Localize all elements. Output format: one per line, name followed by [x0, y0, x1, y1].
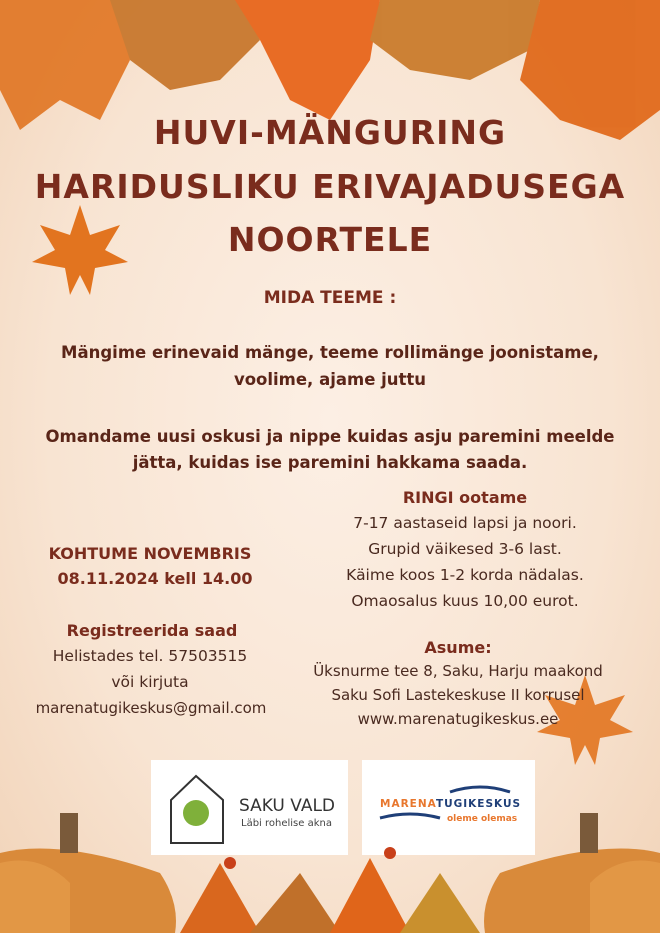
title-line: HARIDUSLIKU ERIVAJADUSEGA — [34, 167, 626, 206]
register-phone: Helistades tel. 57503515 — [52, 647, 248, 665]
tugikeskus-name: TUGIKESKUS — [435, 798, 522, 810]
ringi-line: Grupid väikesed 3-6 last. — [368, 540, 562, 558]
paragraph-line: Omandame uusi oskusi ja nippe kuidas asju paremini meelde — [45, 427, 615, 446]
paragraph-line: jätta, kuidas ise paremini hakkama saada. — [132, 453, 528, 472]
pumpkins-decoration — [0, 813, 660, 933]
saku-vald-tagline: Läbi rohelise akna — [241, 818, 332, 829]
location-line: Üksnurme tee 8, Saku, Harju maakond — [313, 662, 603, 680]
email-link[interactable]: marenatugikeskus@gmail.com — [35, 699, 267, 717]
register-heading: Registreerida saad — [66, 621, 238, 640]
register-line: või kirjuta — [111, 673, 189, 691]
marena-tagline: oleme olemas — [447, 814, 518, 824]
ringi-line: 7-17 aastaseid lapsi ja noori. — [353, 514, 577, 532]
title-line: HUVI-MÄNGURING — [153, 113, 507, 152]
ringi-line: Omaosalus kuus 10,00 eurot. — [351, 592, 579, 610]
section-heading: MIDA TEEME : — [263, 288, 397, 308]
location-heading: Asume: — [424, 638, 492, 657]
website-link[interactable]: www.marenatugikeskus.ee — [357, 710, 559, 728]
location-line: Saku Sofi Lastekeskuse II korrusel — [331, 686, 585, 704]
ringi-heading: RINGI ootame — [402, 488, 528, 507]
saku-vald-name: SAKU VALD — [239, 796, 336, 816]
meeting-datetime: 08.11.2024 kell 14.00 — [57, 569, 253, 588]
ringi-line: Käime koos 1-2 korda nädalas. — [346, 566, 584, 584]
meeting-heading: KOHTUME NOVEMBRIS — [48, 544, 252, 563]
paragraph-line: voolime, ajame juttu — [233, 370, 427, 389]
title-line: NOORTELE — [227, 220, 433, 259]
marena-name: MARENA — [380, 798, 436, 810]
paragraph-line: Mängime erinevaid mänge, teeme rollimänge joonistame, — [61, 343, 599, 362]
